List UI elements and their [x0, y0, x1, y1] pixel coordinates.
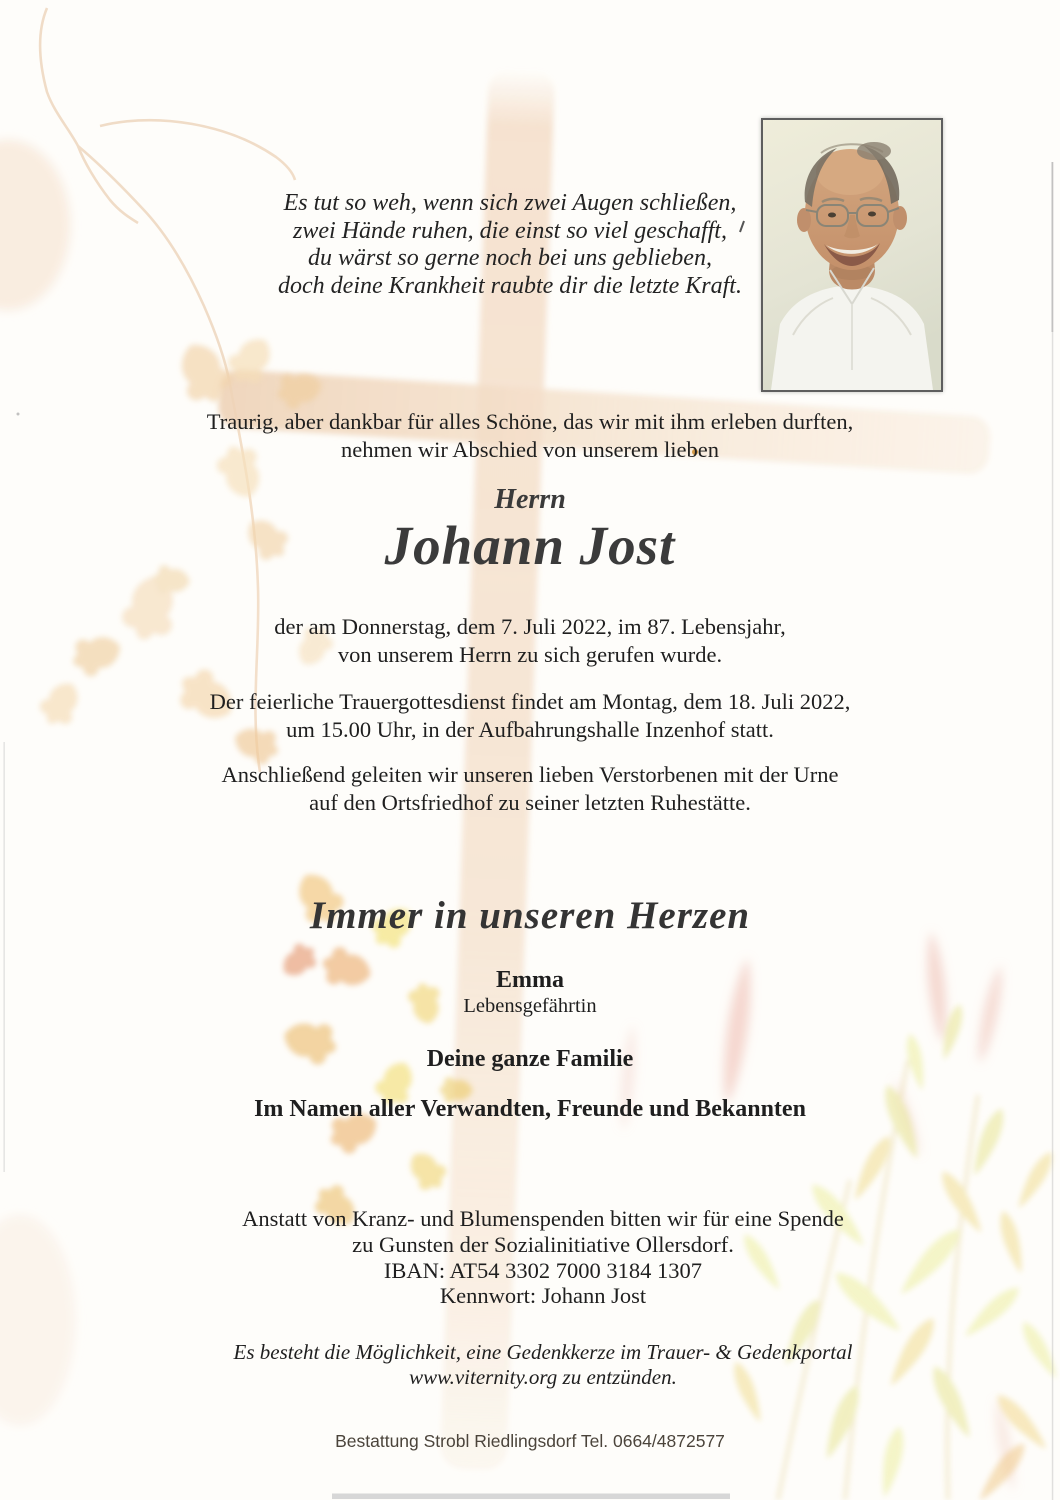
death-notice-line: der am Donnerstag, dem 7. Juli 2022, im 87. Lebensjahr,	[274, 614, 786, 639]
donation-keyword-line: Kennwort: Johann Jost	[439, 1283, 647, 1309]
motto-text: Immer in unseren Herzen	[309, 894, 751, 937]
salutation: Herrn	[494, 484, 566, 515]
memorial-candle-line: www.viternity.org zu entzünden.	[409, 1364, 677, 1389]
donation-iban-line: IBAN: AT54 3302 7000 3184 1307	[383, 1257, 703, 1283]
service-notice-line: Der feierliche Trauergottesdienst findet am Montag, dem 18. Juli 2022,	[209, 689, 851, 714]
death-notice-line: von unserem Herrn zu sich gerufen wurde.	[337, 641, 723, 667]
memorial-candle-note	[13, 1340, 1060, 1389]
poem-line: doch deine Krankheit raubte dir die letzte Kraft.	[278, 272, 742, 299]
funeral-home-footer: Bestattung Strobl Riedlingsdorf Tel. 0664/4872577	[335, 1431, 725, 1451]
burial-notice	[0, 761, 1060, 816]
burial-notice-line: auf den Ortsfriedhof zu seiner letzten Ruhestätte.	[309, 789, 751, 815]
donation-line: zu Gunsten der Sozialinitiative Ollersdorf.	[352, 1231, 734, 1257]
poem-line: du wärst so gerne noch bei uns geblieben,	[308, 245, 712, 272]
mourner-community-line: Im Namen aller Verwandten, Freunde und Bekannten	[254, 1096, 806, 1122]
death-notice	[0, 613, 1060, 668]
intro-line: Traurig, aber dankbar für alles Schöne, das wir mit ihm erleben durften,	[206, 409, 854, 434]
burial-notice-line: Anschließend geleiten wir unseren lieben Verstorbenen mit der Urne	[221, 762, 839, 787]
memorial-poem	[250, 190, 770, 300]
intro-text	[0, 408, 1060, 463]
donation-request	[13, 1206, 1060, 1309]
mourner-partner-name: Emma	[496, 967, 564, 993]
mourner-family-line: Deine ganze Familie	[426, 1046, 634, 1072]
portrait-photo	[761, 118, 943, 392]
poem-line: zwei Hände ruhen, die einst so viel geschafft,	[293, 217, 727, 244]
donation-line: Anstatt von Kranz- und Blumenspenden bitten wir für eine Spende	[242, 1206, 844, 1231]
mourner-partner-relation: Lebensgefährtin	[463, 995, 597, 1017]
service-notice	[0, 688, 1060, 743]
poem-line: Es tut so weh, wenn sich zwei Augen schließen,	[283, 190, 737, 216]
intro-line: nehmen wir Abschied von unserem lieben	[340, 436, 720, 462]
memorial-candle-line: Es besteht die Möglichkeit, eine Gedenkkerze im Trauer- & Gedenkportal	[233, 1340, 853, 1364]
deceased-name: Johann Jost	[384, 515, 676, 576]
service-notice-line: um 15.00 Uhr, in der Aufbahrungshalle Inzenhof statt.	[286, 716, 774, 742]
portrait-illustration	[763, 120, 941, 390]
